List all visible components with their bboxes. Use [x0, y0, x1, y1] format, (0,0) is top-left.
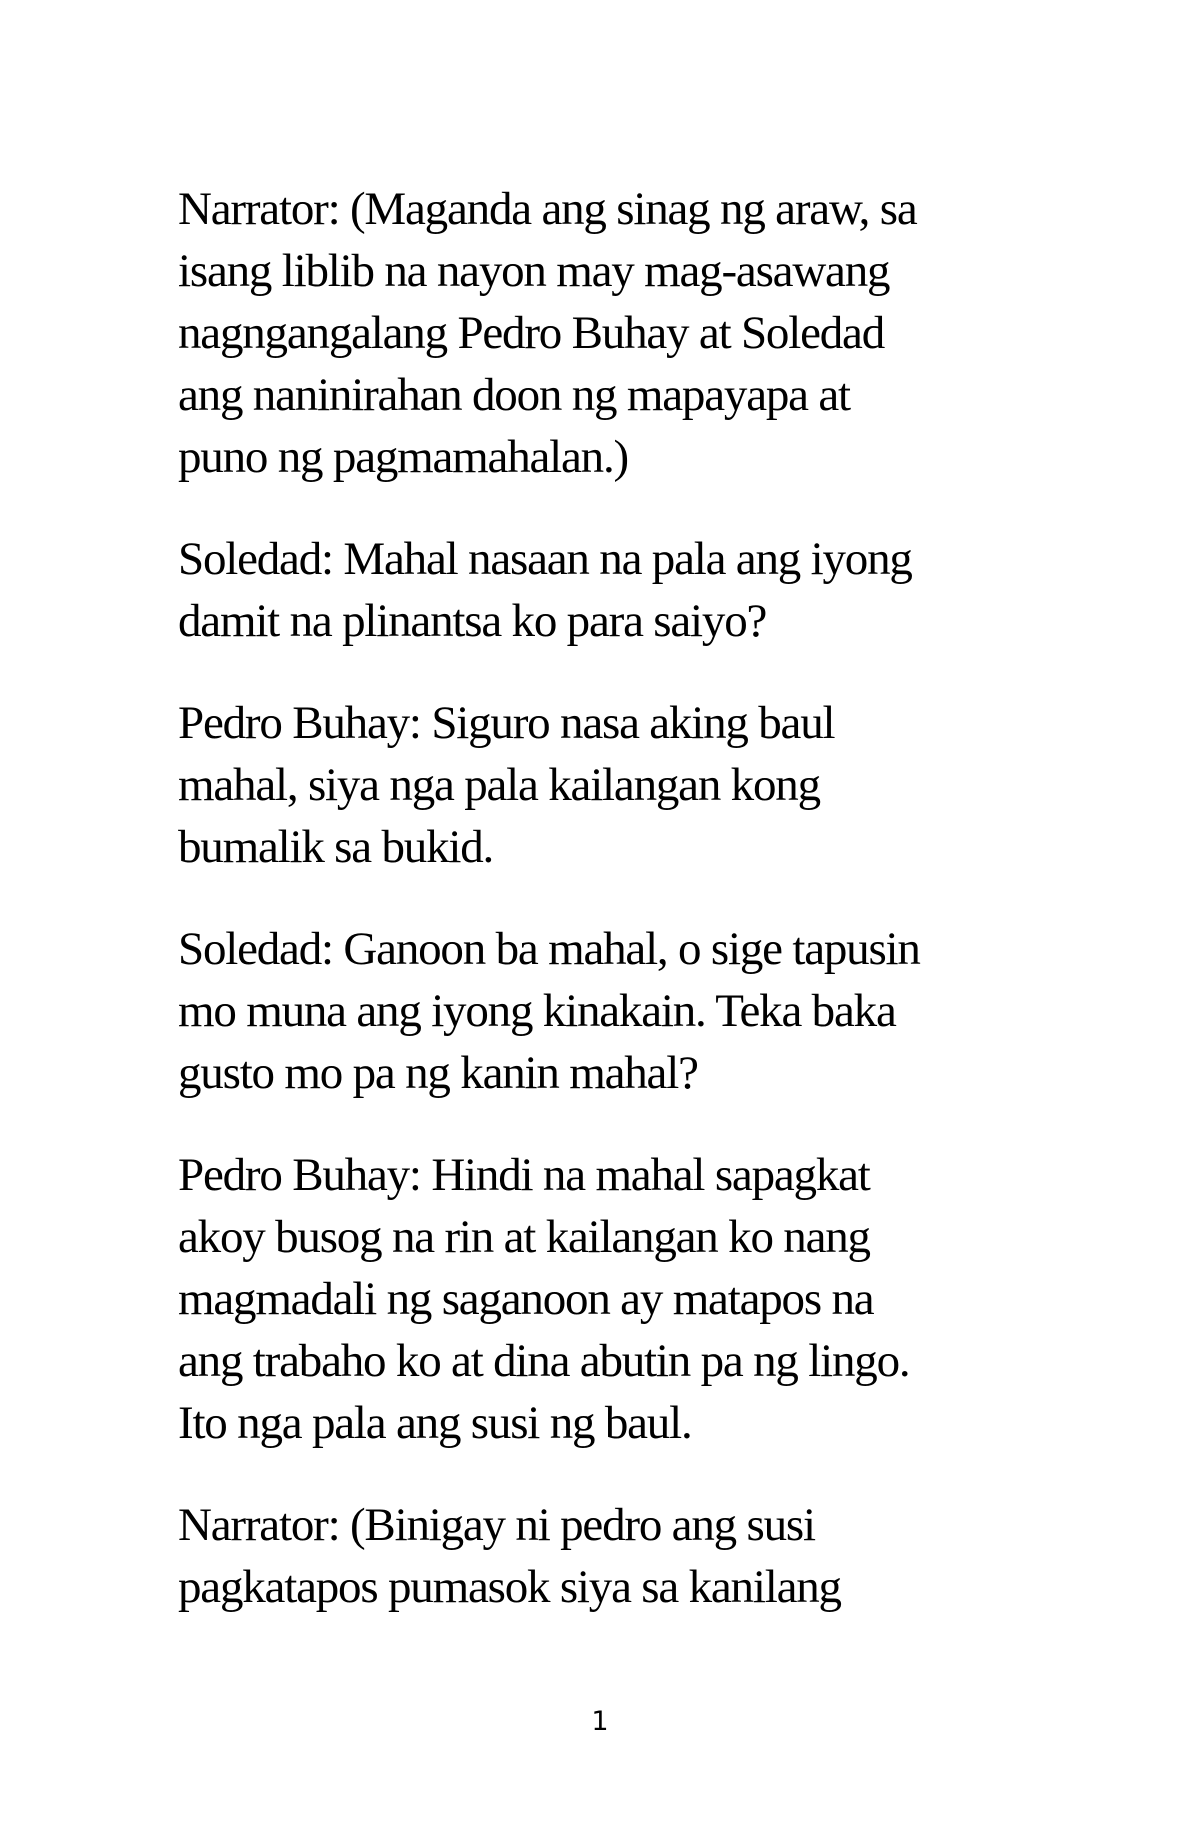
page-number: 1 — [591, 1706, 609, 1737]
paragraph-narrator-2: Narrator: (Binigay ni pedro ang susi pagkatapos pumasok siya sa kanilang — [178, 1499, 841, 1613]
script-body — [178, 178, 1038, 1658]
paragraph-narrator-intro: Narrator: (Maganda ang sinag ng araw, sa isang liblib na nayon may mag-asawang nagngangalang Pedro Buhay at Soledad ang naninirahan doon ng mapayapa at puno ng pagmamahalan.) — [178, 183, 917, 483]
paragraph-soledad-2: Soledad: Ganoon ba mahal, o sige tapusin mo muna ang iyong kinakain. Teka baka gusto mo pa ng kanin mahal? — [178, 923, 920, 1099]
paragraph-soledad-1: Soledad: Mahal nasaan na pala ang iyong damit na plinantsa ko para saiyo? — [178, 533, 912, 647]
paragraph-pedro-2: Pedro Buhay: Hindi na mahal sapagkat akoy busog na rin at kailangan ko nang magmadali ng saganoon ay matapos na ang trabaho ko at dina abutin pa ng lingo. Ito nga pala ang susi ng baul. — [178, 1149, 910, 1449]
paragraph-pedro-1: Pedro Buhay: Siguro nasa aking baul mahal, siya nga pala kailangan kong bumalik sa bukid. — [178, 697, 835, 873]
